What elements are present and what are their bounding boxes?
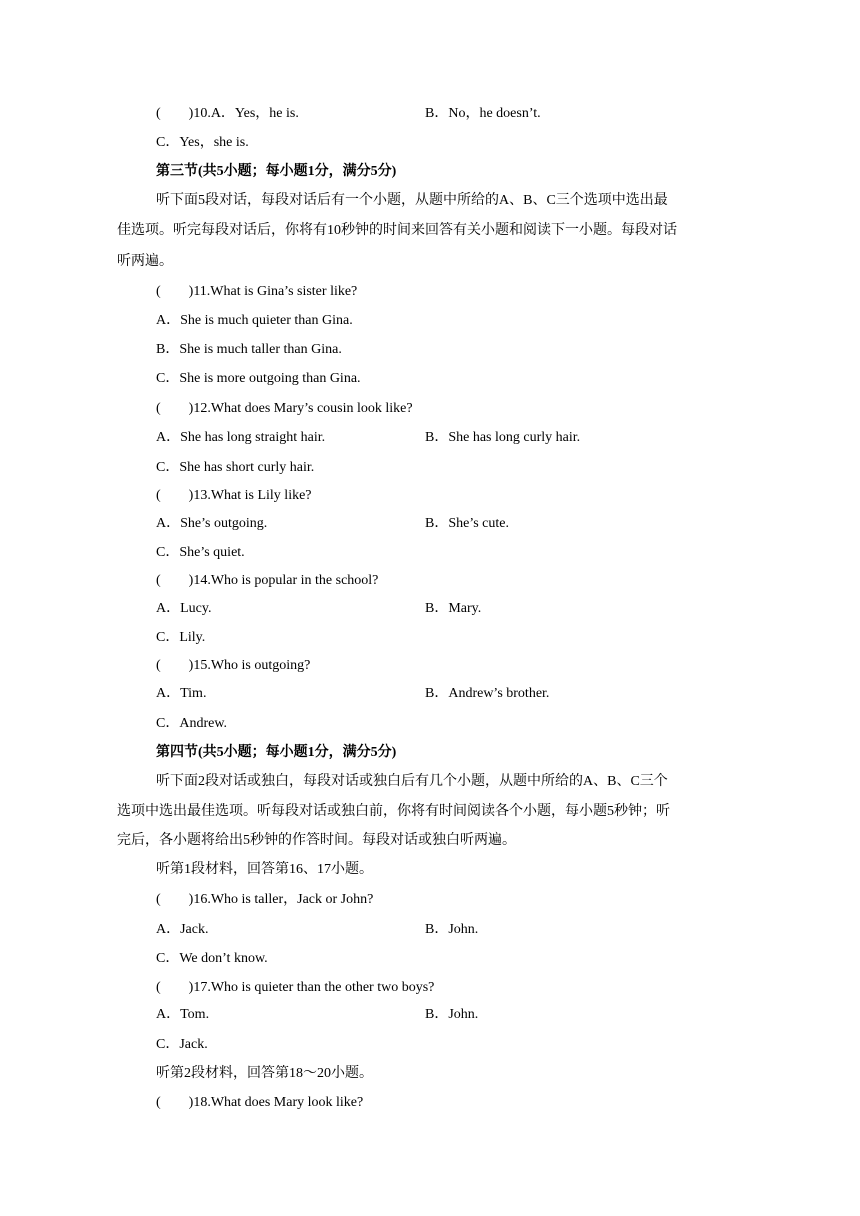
q13-option-c: C．She’s quiet. bbox=[156, 545, 245, 560]
section3-instruction-line: 听两遍。 bbox=[117, 254, 173, 269]
q12-stem: ( )12.What does Mary’s cousin look like? bbox=[156, 401, 413, 416]
q13-option-b: B．She’s cute. bbox=[425, 516, 509, 531]
q12-option-a: A．She has long straight hair. bbox=[156, 430, 326, 445]
section4-heading: 第四节(共5小题；每小题1分，满分5分) bbox=[156, 745, 397, 760]
section4-instruction-line: 选项中选出最佳选项。听每段对话或独白前，你将有时间阅读各个小题，每小题5秒钟；听 bbox=[117, 804, 670, 819]
q10-option-c: C．Yes，she is. bbox=[156, 135, 249, 150]
q16-option-a: A．Jack. bbox=[156, 922, 209, 937]
section4-instruction-line: 完后，各小题将给出5秒钟的作答时间。每段对话或独白听两遍。 bbox=[117, 833, 516, 848]
material-2-label: 听第2段材料，回答第18～20小题。 bbox=[156, 1066, 373, 1081]
q16-option-b: B．John. bbox=[425, 922, 479, 937]
q11-option-c: C．She is more outgoing than Gina. bbox=[156, 371, 361, 386]
q17-option-a: A．Tom. bbox=[156, 1007, 210, 1022]
q14-stem: ( )14.Who is popular in the school? bbox=[156, 573, 379, 588]
q11-option-a: A．She is much quieter than Gina. bbox=[156, 313, 353, 328]
q15-option-b: B．Andrew’s brother. bbox=[425, 686, 550, 701]
q16-stem: ( )16.Who is taller，Jack or John? bbox=[156, 892, 374, 907]
q15-option-c: C．Andrew. bbox=[156, 716, 228, 731]
q18-stem: ( )18.What does Mary look like? bbox=[156, 1095, 364, 1110]
q10-option-b: B．No，he doesn’t. bbox=[425, 106, 541, 121]
q12-option-c: C．She has short curly hair. bbox=[156, 460, 315, 475]
q14-option-c: C．Lily. bbox=[156, 630, 206, 645]
q17-option-c: C．Jack. bbox=[156, 1037, 208, 1052]
section3-instruction-line: 听下面5段对话，每段对话后有一个小题，从题中所给的A、B、C三个选项中选出最 bbox=[156, 193, 668, 208]
q14-option-a: A．Lucy. bbox=[156, 601, 212, 616]
q12-option-b: B．She has long curly hair. bbox=[425, 430, 581, 445]
q13-stem: ( )13.What is Lily like? bbox=[156, 488, 312, 503]
q17-stem: ( )17.Who is quieter than the other two boys? bbox=[156, 980, 435, 995]
q16-option-c: C．We don’t know. bbox=[156, 951, 268, 966]
q10-stem: ( )10.A．Yes，he is. bbox=[156, 106, 299, 121]
section4-instruction-line: 听下面2段对话或独白，每段对话或独白后有几个小题，从题中所给的A、B、C三个 bbox=[156, 774, 668, 789]
q14-option-b: B．Mary. bbox=[425, 601, 482, 616]
q13-option-a: A．She’s outgoing. bbox=[156, 516, 268, 531]
q11-stem: ( )11.What is Gina’s sister like? bbox=[156, 284, 358, 299]
q15-option-a: A．Tim. bbox=[156, 686, 207, 701]
q15-stem: ( )15.Who is outgoing? bbox=[156, 658, 311, 673]
q17-option-b: B．John. bbox=[425, 1007, 479, 1022]
q11-option-b: B．She is much taller than Gina. bbox=[156, 342, 342, 357]
material-1-label: 听第1段材料，回答第16、17小题。 bbox=[156, 862, 373, 877]
section3-instruction-line: 佳选项。听完每段对话后，你将有10秒钟的时间来回答有关小题和阅读下一小题。每段对话 bbox=[117, 223, 677, 238]
section3-heading: 第三节(共5小题；每小题1分，满分5分) bbox=[156, 164, 397, 179]
